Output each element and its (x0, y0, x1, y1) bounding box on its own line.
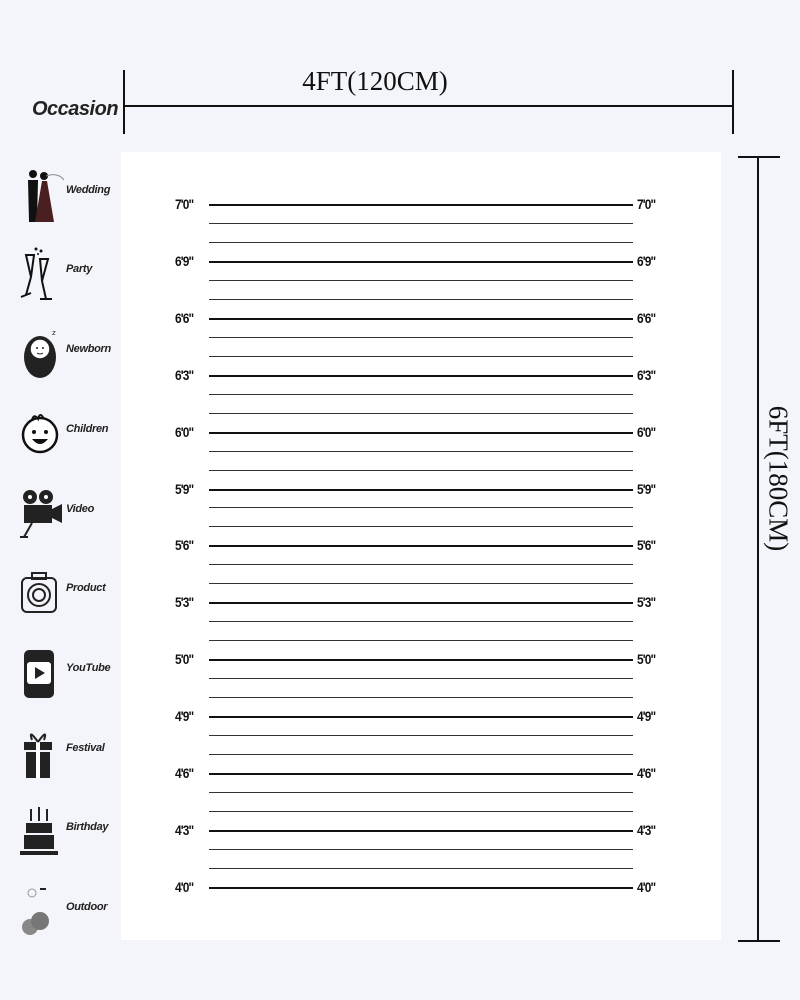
height-dimension-label: 6FT(180CM) (763, 364, 794, 594)
height-label-right: 6'6" (637, 309, 656, 326)
height-label-left: 4'3" (175, 821, 194, 838)
height-label-right: 5'0" (637, 651, 656, 668)
occasion-label-children: Children (66, 423, 109, 435)
occasion-item-product (16, 560, 116, 624)
occasion-title: Occasion (32, 98, 119, 120)
occasion-item-newborn (16, 321, 116, 385)
height-line-major (209, 659, 633, 661)
height-label-right: 7'0" (637, 196, 656, 212)
height-line-minor (209, 564, 633, 565)
height-label-right: 4'9" (637, 708, 656, 725)
height-line-minor (209, 811, 633, 812)
height-line-minor (209, 356, 633, 357)
height-label-right: 6'9" (637, 252, 656, 269)
height-line-major (209, 602, 633, 604)
height-line-minor (209, 792, 633, 793)
width-dimension-left-tick (123, 70, 125, 134)
photo-camera-icon (18, 564, 64, 620)
occasion-item-wedding (16, 162, 116, 226)
height-line-major (209, 489, 633, 491)
occasion-label-outdoor: Outdoor (66, 901, 108, 913)
height-line-minor (209, 697, 633, 698)
occasion-label-wedding: Wedding (66, 184, 111, 196)
height-line-minor (209, 849, 633, 850)
height-label-left: 5'6" (175, 537, 194, 554)
height-label-right: 6'3" (637, 366, 656, 383)
height-label-left: 6'9" (175, 252, 194, 269)
svg-text:z: z (52, 329, 56, 337)
height-line-minor (209, 507, 633, 508)
height-line-minor (209, 280, 633, 281)
height-line-minor (209, 640, 633, 641)
gift-box-icon (18, 724, 64, 780)
occasion-item-party (16, 241, 116, 305)
height-label-left: 4'0" (175, 878, 194, 895)
height-line-minor (209, 470, 633, 471)
height-label-left: 6'6" (175, 309, 194, 326)
height-label-right: 5'3" (637, 594, 656, 611)
occasion-item-children (16, 401, 116, 465)
height-line-major (209, 545, 633, 547)
outdoor-sun-tree-icon (18, 883, 64, 939)
height-line-major (209, 204, 633, 206)
height-line-major (209, 773, 633, 775)
height-line-minor (209, 583, 633, 584)
height-dimension-top-tick (738, 156, 780, 158)
height-line-major (209, 887, 633, 889)
width-dimension-label: 4FT(120CM) (250, 66, 500, 97)
height-line-minor (209, 394, 633, 395)
height-line-minor (209, 754, 633, 755)
height-line-minor (209, 242, 633, 243)
baby-icon (18, 325, 64, 381)
height-line-minor (209, 868, 633, 869)
height-label-right: 5'9" (637, 480, 656, 497)
height-line-minor (209, 223, 633, 224)
occasion-label-video: Video (66, 503, 95, 515)
height-line-major (209, 261, 633, 263)
occasion-item-youtube (16, 640, 116, 704)
height-line-minor (209, 526, 633, 527)
occasion-item-birthday (16, 799, 116, 863)
width-dimension-line (124, 105, 734, 107)
height-line-major (209, 375, 633, 377)
height-label-left: 7'0" (175, 196, 194, 212)
height-label-right: 4'0" (637, 878, 656, 895)
height-label-right: 4'3" (637, 821, 656, 838)
youtube-play-icon (18, 644, 64, 700)
birthday-cake-icon (18, 803, 64, 859)
height-line-minor (209, 621, 633, 622)
occasion-item-video (16, 481, 116, 545)
height-chart-board (121, 152, 721, 940)
video-camera-icon (18, 485, 64, 541)
height-line-minor (209, 678, 633, 679)
height-label-left: 5'0" (175, 651, 194, 668)
height-label-left: 6'0" (175, 423, 194, 440)
occasion-label-product: Product (66, 582, 106, 594)
height-label-left: 4'6" (175, 765, 194, 781)
occasion-label-party: Party (66, 263, 93, 275)
height-label-right: 5'6" (637, 537, 656, 554)
height-label-left: 5'3" (175, 594, 194, 611)
height-line-major (209, 318, 633, 320)
height-label-left: 4'9" (175, 708, 194, 725)
champagne-glasses-icon (18, 245, 64, 301)
height-line-minor (209, 451, 633, 452)
height-line-minor (209, 735, 633, 736)
height-line-minor (209, 337, 633, 338)
width-dimension-right-tick (732, 70, 734, 134)
occasion-label-birthday: Birthday (66, 821, 109, 833)
wedding-couple-icon (18, 166, 64, 222)
height-dimension-line (757, 157, 759, 942)
height-label-right: 4'6" (637, 765, 656, 781)
occasion-label-youtube: YouTube (66, 662, 111, 674)
occasion-label-festival: Festival (66, 742, 105, 754)
height-line-minor (209, 413, 633, 414)
child-face-icon (18, 405, 64, 461)
occasion-item-festival (16, 720, 116, 784)
height-line-minor (209, 299, 633, 300)
height-line-major (209, 432, 633, 434)
occasion-label-newborn: Newborn (66, 343, 111, 355)
height-label-left: 6'3" (175, 366, 194, 383)
height-label-right: 6'0" (637, 423, 656, 440)
occasion-item-outdoor (16, 879, 116, 943)
height-label-left: 5'9" (175, 480, 194, 497)
height-line-major (209, 830, 633, 832)
height-line-major (209, 716, 633, 718)
height-dimension-bottom-tick (738, 940, 780, 942)
